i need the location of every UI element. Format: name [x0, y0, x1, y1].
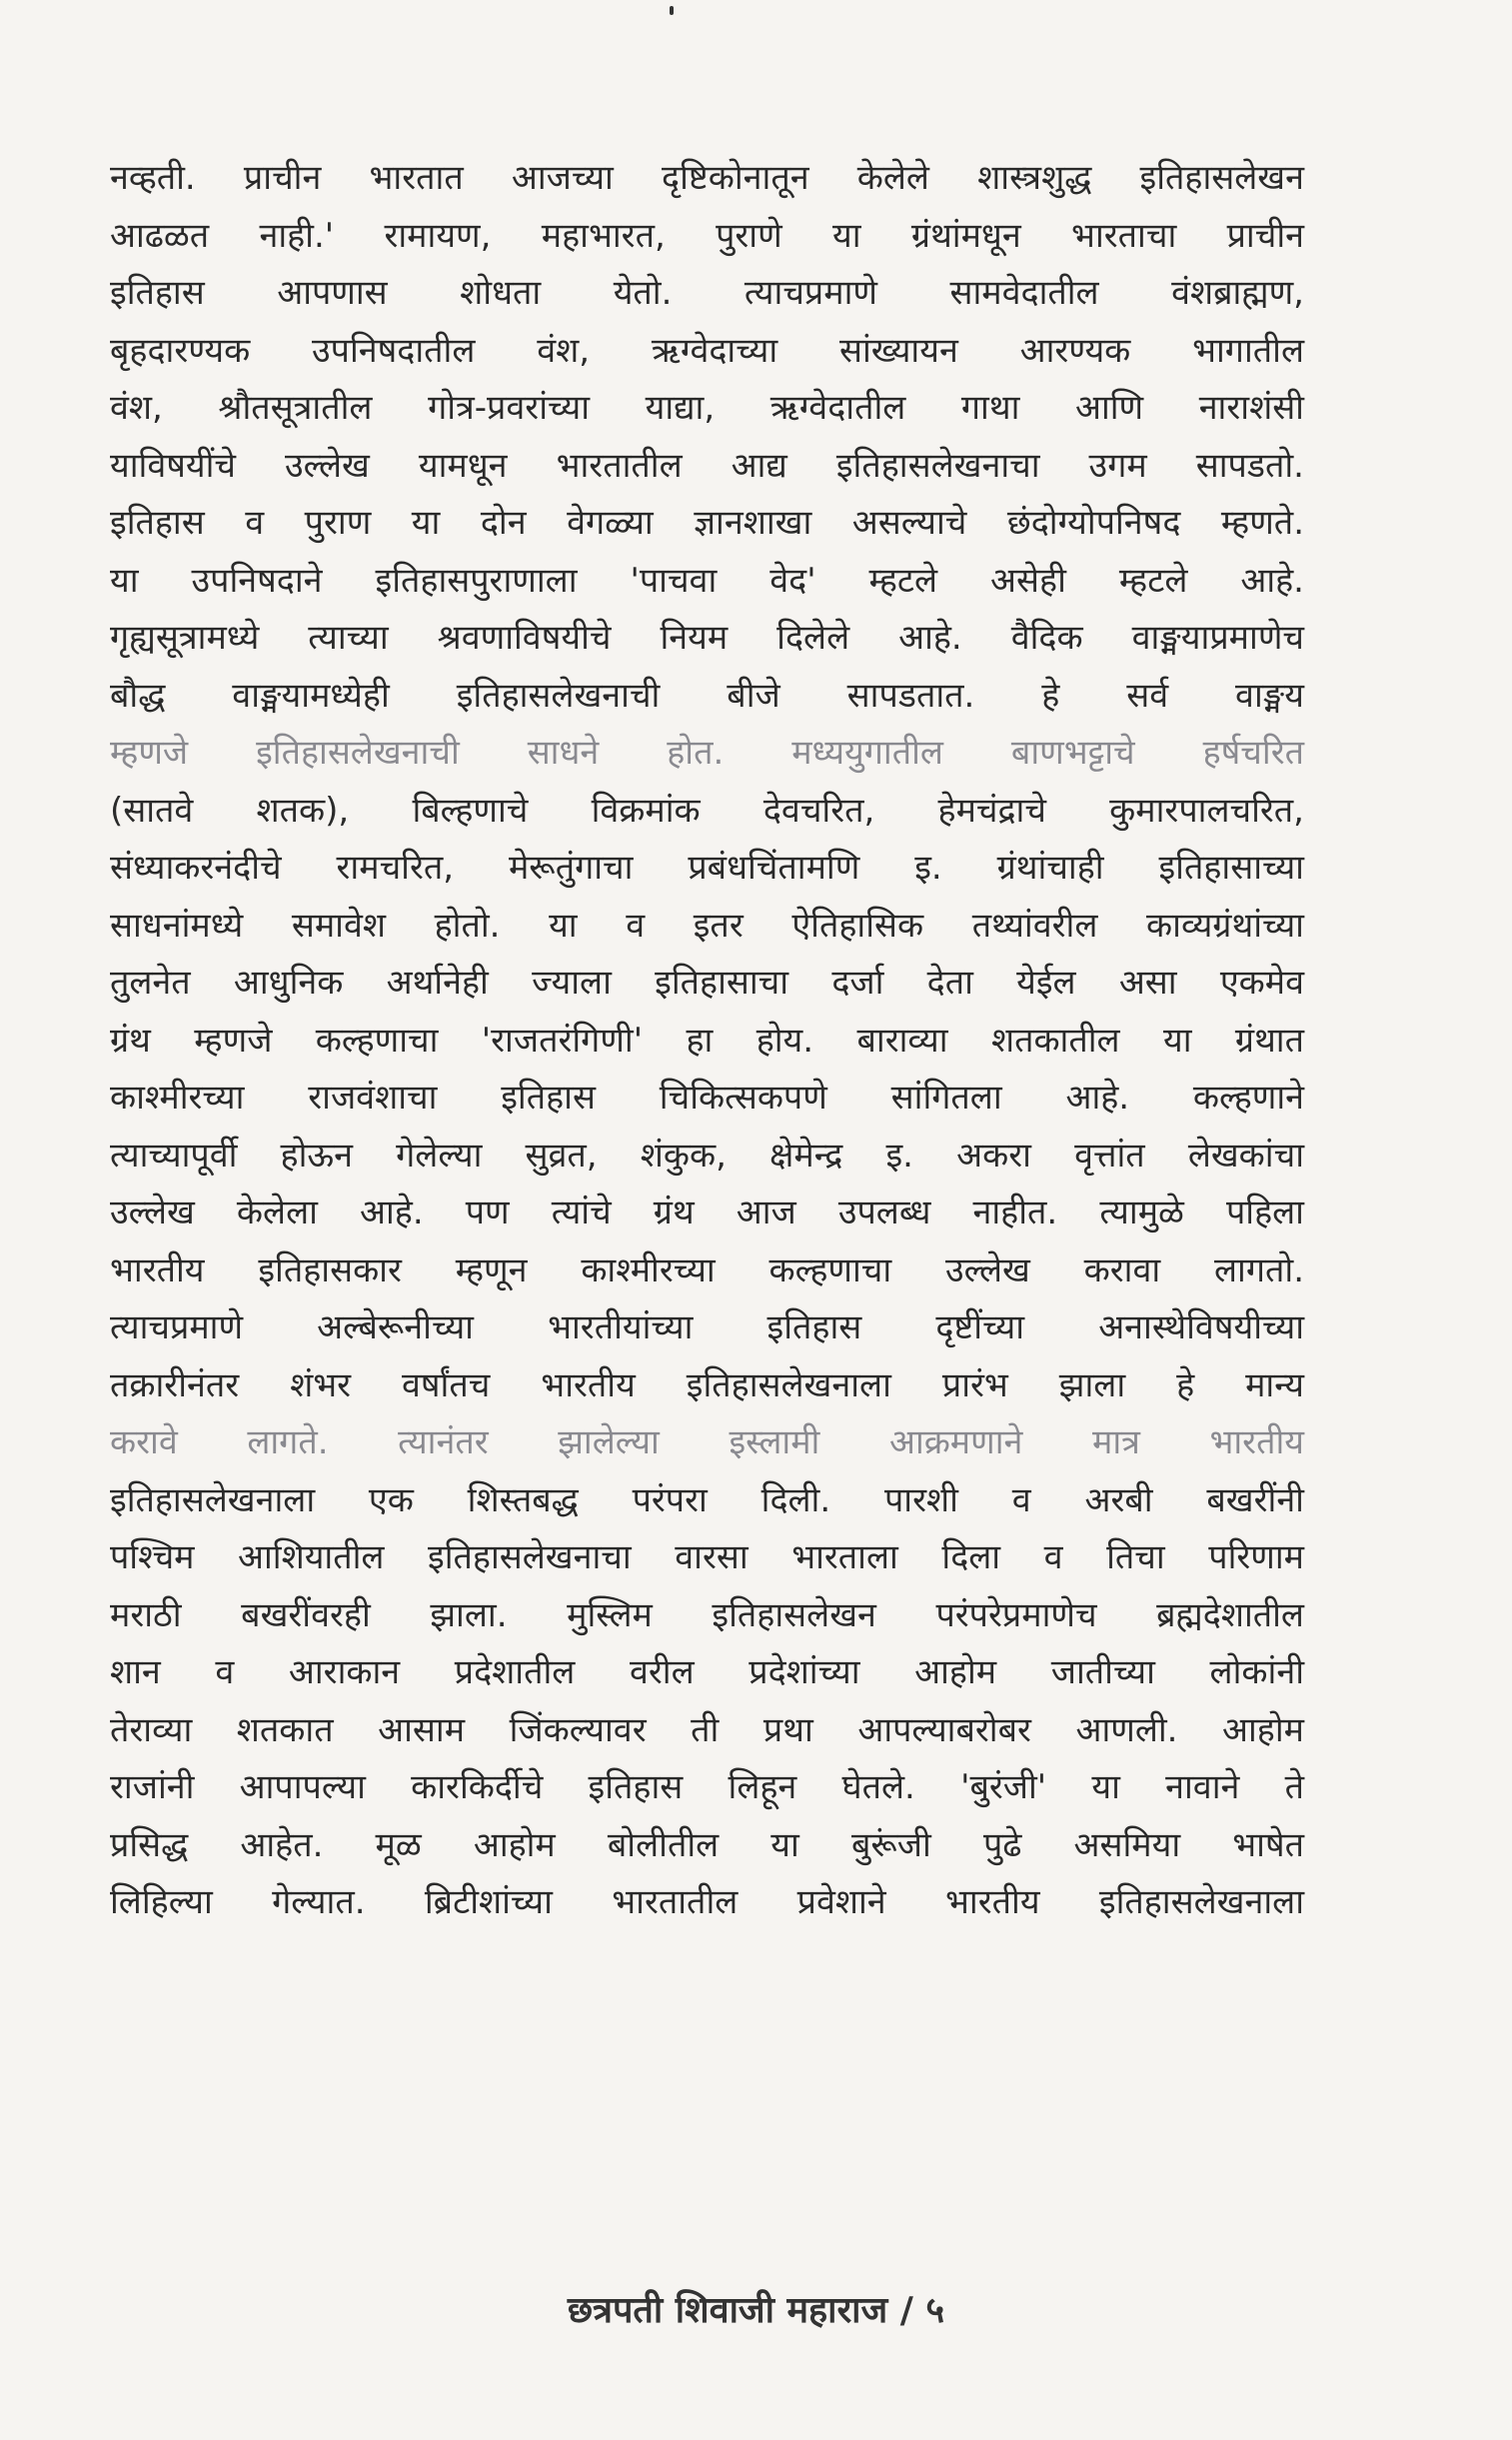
body-text: [110, 150, 1304, 1932]
text-line: त्याचप्रमाणे अल्बेरूनीच्या भारतीयांच्या इतिहास दृष्टींच्या अनास्थेविषयीच्या: [110, 1307, 1304, 1347]
text-line: इतिहास आपणास शोधता येतो. त्याचप्रमाणे सामवेदातील वंशब्राह्मण,: [110, 273, 1304, 313]
text-line: त्याच्यापूर्वी होऊन गेलेल्या सुव्रत, शंकुक, क्षेमेन्द्र इ. अकरा वृत्तांत लेखकांचा: [110, 1135, 1304, 1176]
text-line: पश्चिम आशियातील इतिहासलेखनाचा वारसा भारताला दिला व तिचा परिणाम: [110, 1537, 1304, 1577]
text-line: याविषयींचे उल्लेख यामधून भारतातील आद्य इतिहासलेखनाचा उगम सापडतो.: [110, 445, 1304, 486]
text-line: बृहदारण्यक उपनिषदातील वंश, ऋग्वेदाच्या सांख्यायन आरण्यक भागातील: [110, 330, 1304, 371]
text-line: मराठी बखरींवरही झाला. मुस्लिम इतिहासलेखन परंपरेप्रमाणेच ब्रह्मदेशातील: [110, 1594, 1304, 1635]
text-line: काश्मीरच्या राजवंशाचा इतिहास चिकित्सकपणे सांगितला आहे. कल्हणाने: [110, 1078, 1304, 1118]
text-line: ग्रंथ म्हणजे कल्हणाचा 'राजतरंगिणी' हा होय. बाराव्या शतकातील या ग्रंथात: [110, 1020, 1304, 1061]
text-line: इतिहास व पुराण या दोन वेगळ्या ज्ञानशाखा असल्याचे छंदोग्योपनिषद म्हणते.: [110, 503, 1304, 543]
text-line: बौद्ध वाङ्मयामध्येही इतिहासलेखनाची बीजे सापडतात. हे सर्व वाङ्मय: [110, 675, 1304, 716]
text-line: शान व आराकान प्रदेशातील वरील प्रदेशांच्या आहोम जातीच्या लोकांनी: [110, 1652, 1304, 1692]
text-line: आढळत नाही.' रामायण, महाभारत, पुराणे या ग्रंथांमधून भारताचा प्राचीन: [110, 215, 1304, 256]
text-line: साधनांमध्ये समावेश होतो. या व इतर ऐतिहासिक तथ्यांवरील काव्यग्रंथांच्या: [110, 905, 1304, 946]
text-line: गृह्यसूत्रामध्ये त्याच्या श्रवणाविषयीचे नियम दिलेले आहे. वैदिक वाङ्मयाप्रमाणेच: [110, 618, 1304, 658]
text-line: राजांनी आपापल्या कारकिर्दीचे इतिहास लिहून घेतले. 'बुरंजी' या नावाने ते: [110, 1767, 1304, 1807]
text-line: इतिहासलेखनाला एक शिस्तबद्ध परंपरा दिली. पारशी व अरबी बखरींनी: [110, 1479, 1304, 1520]
text-line: तक्रारीनंतर शंभर वर्षांतच भारतीय इतिहासलेखनाला प्रारंभ झाला हे मान्य: [110, 1364, 1304, 1405]
text-line-faded: करावे लागते. त्यानंतर झालेल्या इस्लामी आक्रमणाने मात्र भारतीय: [110, 1422, 1304, 1462]
text-line: नव्हती. प्राचीन भारतात आजच्या दृष्टिकोनातून केलेले शास्त्रशुद्ध इतिहासलेखन: [110, 158, 1304, 198]
text-line: प्रसिद्ध आहेत. मूळ आहोम बोलीतील या बुरूंजी पुढे असमिया भाषेत: [110, 1824, 1304, 1865]
text-line: संध्याकरनंदीचे रामचरित, मेरूतुंगाचा प्रबंधचिंतामणि इ. ग्रंथांचाही इतिहासाच्या: [110, 848, 1304, 888]
text-line: तेराव्या शतकात आसाम जिंकल्यावर ती प्रथा आपल्याबरोबर आणली. आहोम: [110, 1709, 1304, 1750]
text-line: या उपनिषदाने इतिहासपुराणाला 'पाचवा वेद' म्हटले असेही म्हटले आहे.: [110, 560, 1304, 601]
text-line: तुलनेत आधुनिक अर्थानेही ज्याला इतिहासाचा दर्जा देता येईल असा एकमेव: [110, 963, 1304, 1003]
print-speck: [670, 6, 674, 15]
text-line: वंश, श्रौतसूत्रातील गोत्र-प्रवरांच्या याद्या, ऋग्वेदातील गाथा आणि नाराशंसी: [110, 388, 1304, 428]
text-line: (सातवे शतक), बिल्हणाचे विक्रमांक देवचरित, हेमचंद्राचे कुमारपालचरित,: [110, 790, 1304, 831]
text-line: उल्लेख केलेला आहे. पण त्यांचे ग्रंथ आज उपलब्ध नाहीत. त्यामुळे पहिला: [110, 1193, 1304, 1232]
page-footer: छत्रपती शिवाजी महाराज / ५: [567, 2290, 945, 2331]
text-line: लिहिल्या गेल्यात. ब्रिटीशांच्या भारतातील प्रवेशाने भारतीय इतिहासलेखनाला: [110, 1882, 1304, 1922]
text-line-faded: म्हणजे इतिहासलेखनाची साधने होत. मध्ययुगातील बाणभट्टाचे हर्षचरित: [110, 733, 1304, 773]
text-line: भारतीय इतिहासकार म्हणून काश्मीरच्या कल्हणाचा उल्लेख करावा लागतो.: [110, 1249, 1304, 1290]
